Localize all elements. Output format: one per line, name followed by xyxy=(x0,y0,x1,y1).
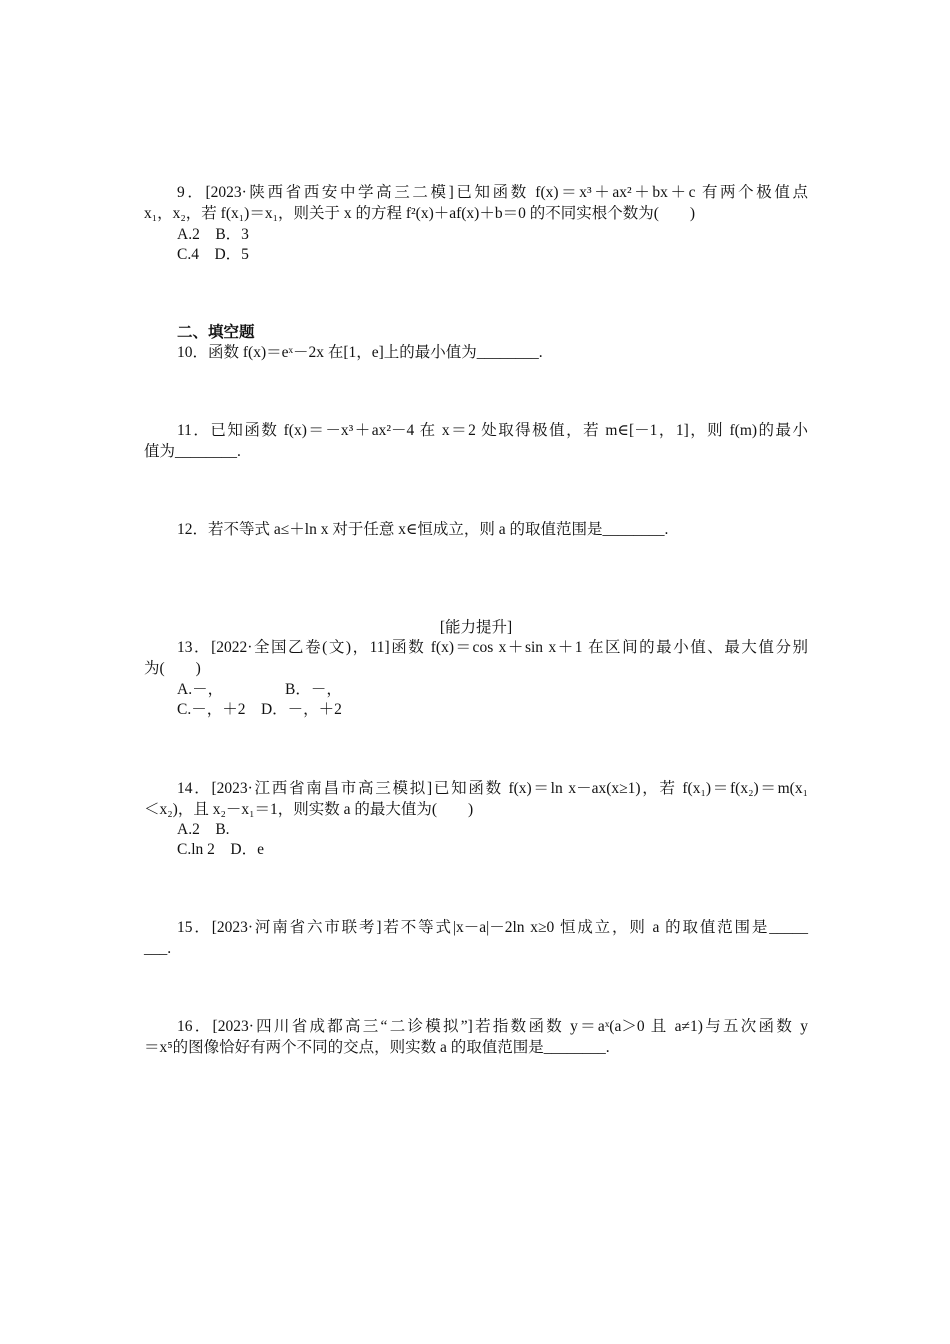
q10-line1: 10．函数 f(x)＝eˣ－2x 在[1，e]上的最小值为________. xyxy=(177,344,543,361)
q14-options-row2: C.ln 2 D．e xyxy=(177,841,264,858)
q15-line1: 15．[2023·河南省六市联考]若不等式|x－a|－2ln x≥0 恒成立，则 a 的取值范围是_____ xyxy=(177,919,808,936)
q11-line2: 值为________. xyxy=(144,443,241,460)
section-heading-fill: 二、填空题 xyxy=(177,324,255,341)
q11-line1: 11．已知函数 f(x)＝－x³＋ax²－4 在 x＝2 处取得极值，若 m∈[－1，1]，则 f(m)的最小 xyxy=(177,422,808,439)
q13-option-a: A.－， xyxy=(177,681,224,698)
q9-line2: x₁，x₂，若 f(x₁)＝x₁，则关于 x 的方程 f²(x)＋af(x)＋b＝0 的不同实根个数为( ) xyxy=(144,205,696,222)
q15-line2: ___. xyxy=(144,940,172,957)
section-heading-ability: [能力提升] xyxy=(439,619,513,636)
q16-line1: 16．[2023·四川省成都高三“二诊模拟”]若指数函数 y＝aˣ(a＞0 且 a≠1)与五次函数 y xyxy=(177,1018,808,1035)
q13-option-b: B．－， xyxy=(285,681,342,698)
q14-line2: ＜x₂)，且 x₂－x₁＝1，则实数 a 的最大值为( ) xyxy=(144,801,474,818)
q13-options-row2: C.－，＋2 D．－，＋2 xyxy=(177,701,342,718)
q14-options-row1: A.2 B. xyxy=(177,821,230,838)
q9-line1: 9．[2023·陕西省西安中学高三二模]已知函数 f(x)＝x³＋ax²＋bx＋c 有两个极值点 xyxy=(177,184,808,201)
q14-line1: 14．[2023·江西省南昌市高三模拟]已知函数 f(x)＝ln x－ax(x≥1)，若 f(x₁)＝f(x₂)＝m(x₁ xyxy=(177,780,808,797)
q12-line1: 12．若不等式 a≤＋ln x 对于任意 x∈恒成立，则 a 的取值范围是________. xyxy=(177,521,669,538)
q9-options-row2: C.4 D．5 xyxy=(177,246,249,263)
q9-options-row1: A.2 B．3 xyxy=(177,226,249,243)
q13-line1: 13．[2022·全国乙卷(文)，11]函数 f(x)＝cos x＋sin x＋1 在区间的最小值、最大值分别 xyxy=(177,639,808,656)
q13-line2: 为( ) xyxy=(144,660,201,677)
q16-line2: ＝x⁵的图像恰好有两个不同的交点，则实数 a 的取值范围是________. xyxy=(144,1039,610,1056)
